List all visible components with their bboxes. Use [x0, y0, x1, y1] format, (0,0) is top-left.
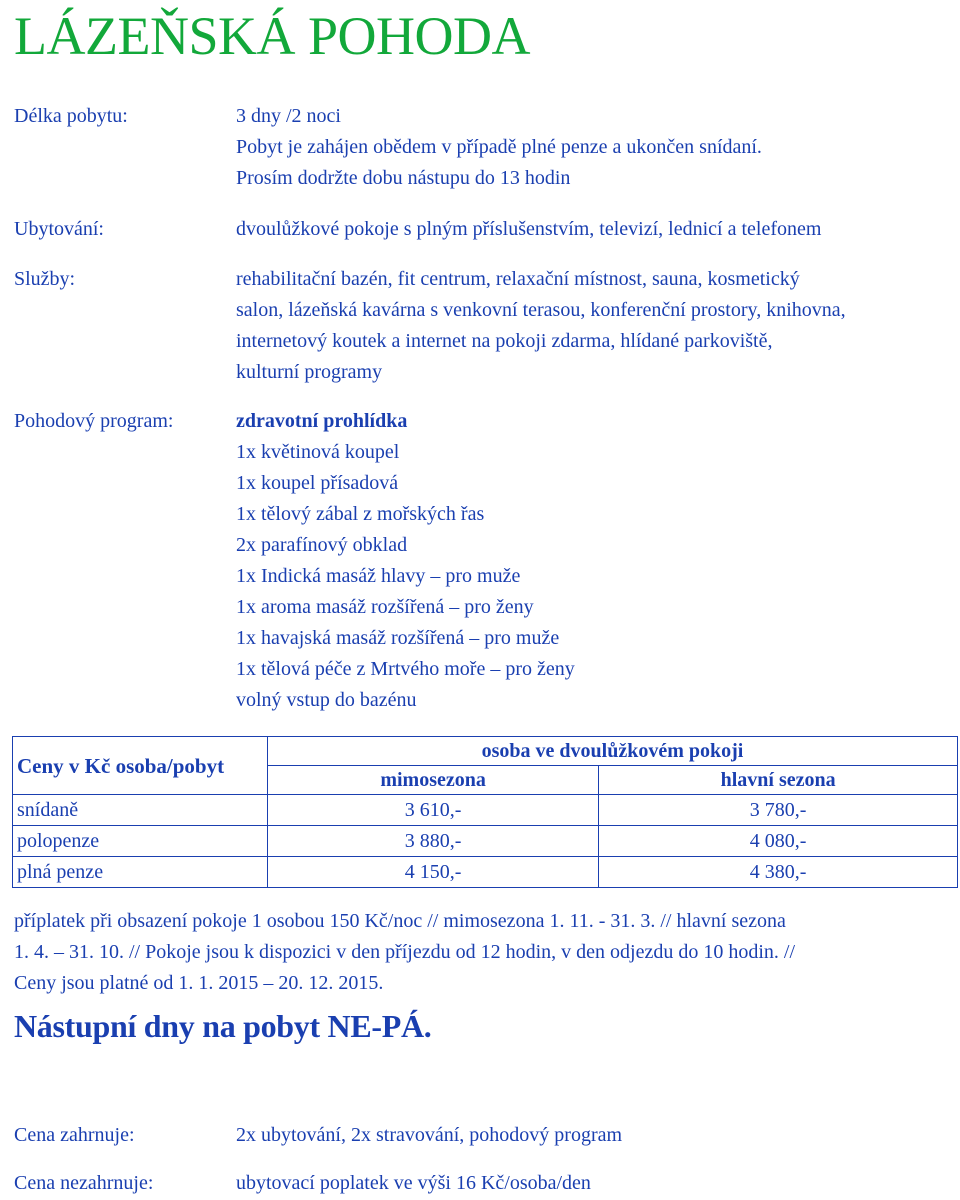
stay-length-line: Prosím dodržte dobu nástupu do 13 hodin	[236, 167, 571, 189]
price-row-label: plná penze	[13, 857, 268, 888]
stay-length-label: Délka pobytu:	[14, 105, 128, 127]
table-row	[13, 857, 958, 888]
price-row-label: polopenze	[13, 826, 268, 857]
price-cell: 3 780,-	[599, 795, 958, 826]
services-line: internetový koutek a internet na pokoji zdarma, hlídané parkoviště,	[236, 330, 773, 352]
note-line: příplatek při obsazení pokoje 1 osobou 150 Kč/noc // mimosezona 1. 11. - 31. 3. // hlavní sezona	[14, 910, 786, 932]
program-item: 1x tělový zábal z mořských řas	[236, 503, 485, 525]
table-row	[13, 826, 958, 857]
program-label: Pohodový program:	[14, 410, 174, 432]
note-line: Ceny jsou platné od 1. 1. 2015 – 20. 12. 2015.	[14, 972, 384, 994]
price-corner-header: Ceny v Kč osoba/pobyt	[13, 737, 268, 795]
price-group-header: osoba ve dvoulůžkovém pokoji	[268, 737, 958, 766]
price-cell: 3 610,-	[268, 795, 599, 826]
price-cell: 4 380,-	[599, 857, 958, 888]
services-label: Služby:	[14, 268, 76, 290]
price-note	[14, 906, 944, 999]
price-cell: 3 880,-	[268, 826, 599, 857]
accommodation-line: dvoulůžkové pokoje s plným příslušenstvím, televizí, lednicí a telefonem	[236, 218, 822, 240]
price-includes-value: 2x ubytování, 2x stravování, pohodový program	[236, 1124, 623, 1146]
program-list	[236, 406, 575, 716]
accommodation-label: Ubytování:	[14, 218, 104, 240]
services-line: rehabilitační bazén, fit centrum, relaxační místnost, sauna, kosmetický	[236, 268, 800, 290]
program-item: volný vstup do bazénu	[236, 689, 417, 711]
arrival-days-note: Nástupní dny na pobyt NE-PÁ.	[14, 1008, 432, 1044]
table-row	[13, 795, 958, 826]
services-value	[236, 264, 948, 388]
price-cell: 4 150,-	[268, 857, 599, 888]
program-item: 2x parafínový obklad	[236, 534, 408, 556]
price-cell: 4 080,-	[599, 826, 958, 857]
price-header-row	[13, 737, 958, 766]
price-excludes-value: ubytovací poplatek ve výši 16 Kč/osoba/den	[236, 1172, 591, 1194]
program-item: 1x Indická masáž hlavy – pro muže	[236, 565, 521, 587]
price-excludes-label: Cena nezahrnuje:	[14, 1172, 154, 1194]
program-item: 1x květinová koupel	[236, 441, 400, 463]
stay-length-value	[236, 101, 948, 194]
price-row-label: snídaně	[13, 795, 268, 826]
program-item: 1x koupel přísadová	[236, 472, 399, 494]
services-line: salon, lázeňská kavárna s venkovní terasou, konferenční prostory, knihovna,	[236, 299, 846, 321]
stay-length-line: 3 dny /2 noci	[236, 105, 341, 127]
price-table	[12, 736, 958, 888]
services-line: kulturní programy	[236, 361, 383, 383]
program-item: 1x havajská masáž rozšířená – pro muže	[236, 627, 560, 649]
accommodation-value	[236, 214, 948, 245]
price-col-offseason: mimosezona	[268, 766, 599, 795]
program-item: 1x tělová péče z Mrtvého moře – pro ženy	[236, 658, 575, 680]
price-col-mainseason: hlavní sezona	[599, 766, 958, 795]
price-includes-label: Cena zahrnuje:	[14, 1124, 135, 1146]
note-line: 1. 4. – 31. 10. // Pokoje jsou k dispozici v den příjezdu od 12 hodin, v den odjezdu do 10 hodin. //	[14, 941, 796, 963]
program-head: zdravotní prohlídka	[236, 410, 408, 432]
page-title: LÁZEŇSKÁ POHODA	[14, 6, 530, 66]
stay-length-line: Pobyt je zahájen obědem v případě plné penze a ukončen snídaní.	[236, 136, 762, 158]
program-item: 1x aroma masáž rozšířená – pro ženy	[236, 596, 534, 618]
